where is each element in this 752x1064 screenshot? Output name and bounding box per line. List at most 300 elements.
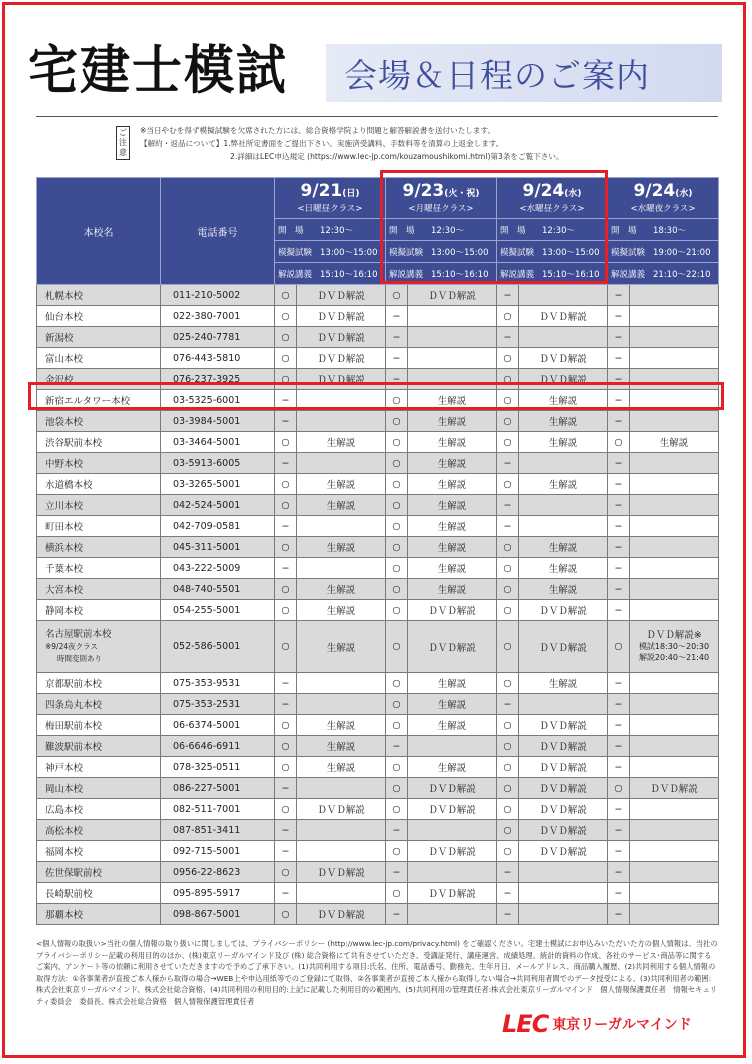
availability-mark: −: [497, 285, 519, 306]
school-name: 新宿エルタワー本校: [45, 396, 131, 407]
phone-cell: 03-3984-5001: [161, 411, 275, 432]
phone-cell: 011-210-5002: [161, 285, 275, 306]
availability-mark: −: [386, 820, 408, 841]
school-cell: [37, 327, 161, 348]
availability-mark: ○: [275, 495, 297, 516]
phone-cell: 092-715-5001: [161, 841, 275, 862]
phone-cell: 086-227-5001: [161, 778, 275, 799]
session-dow: (水): [564, 188, 582, 199]
table-row: [37, 411, 719, 432]
table-row: [37, 453, 719, 474]
availability-mark: −: [608, 579, 630, 600]
availability-mark: ○: [275, 904, 297, 925]
time-value: 13:00〜15:00: [431, 247, 489, 258]
phone-cell: 095-895-5917: [161, 883, 275, 904]
lecture-type: ＤＶＤ解説: [519, 306, 608, 327]
school-cell: [37, 673, 161, 694]
availability-mark: −: [608, 841, 630, 862]
lecture-type: [630, 904, 719, 925]
table-row: [37, 799, 719, 820]
school-name: 難波駅前本校: [45, 742, 103, 753]
availability-mark: ○: [386, 579, 408, 600]
lecture-type: [297, 453, 386, 474]
lecture-type: ＤＶＤ解説: [408, 621, 497, 673]
school-cell: [37, 558, 161, 579]
lecture-type: [519, 904, 608, 925]
time-label: 模擬試験: [278, 247, 313, 258]
availability-mark: −: [386, 348, 408, 369]
school-cell: [37, 285, 161, 306]
table-row: [37, 736, 719, 757]
lecture-type: 生解説: [297, 757, 386, 778]
school-cell: [37, 348, 161, 369]
school-name: 水道橋本校: [45, 480, 93, 491]
lecture-type: 生解説: [519, 390, 608, 411]
table-row: [37, 285, 719, 306]
phone-cell: 078-325-0511: [161, 757, 275, 778]
privacy-notice: <個人情報の取扱い>当社の個人情報の取り扱いに関しましては、プライバシーポリシー (http://www.lec-jp.com/privacy.html) をご確認ください。宅建士模試にお申込みいただいた方の個人情報は、当社のプライバシーポリシー記載の利用目的のほか、(株)東京リーガルマインド及び (株) 総合資格にて共有させていただき、受講証発行、講座運営、成績処理、統計的資料の作成、各社のサービス･商品等に関するご案内、アンケート等の依頼に利用させていただきますので予めご了承下さい。(1)共同利用する項目:氏名、住所、電話番号、勤務先、生年月日、メールアドレス、商品購入履歴、(2)共同利用する個人情報の取得方法：①各事業者が直接ご本人様から取得の場合→WEB上や申込用紙等でのご登録にて取得、②各事業者が直接ご本人様から取得しない場合→共同利用者間でのデータ授受による、(3)共同利用者の範囲:株式会社東京リーガルマインド、株式会社総合資格、(4)共同利用の利用目的:上記に記載した利用目的の範囲内、(5)共同利用の管理責任者:株式会社東京リーガルマインド 個人情報保護責任者 情報セキュリティ委員会 委員長、株式会社総合資格 個人情報保護管理責任者: [36, 939, 718, 1006]
lecture-type: [630, 285, 719, 306]
availability-mark: ○: [275, 285, 297, 306]
time-value: 12:30〜: [542, 225, 575, 236]
phone-cell: 03-5325-6001: [161, 390, 275, 411]
lecture-type: ＤＶＤ解説: [297, 862, 386, 883]
availability-mark: ○: [608, 778, 630, 799]
availability-mark: −: [608, 799, 630, 820]
availability-mark: ○: [386, 757, 408, 778]
school-name: 梅田駅前本校: [45, 721, 103, 732]
session-open-time: [275, 219, 386, 241]
school-name: 池袋本校: [45, 417, 84, 428]
lecture-type: 生解説: [519, 432, 608, 453]
school-name: 町田本校: [45, 522, 84, 533]
lecture-type: [408, 736, 497, 757]
lecture-type: 生解説: [519, 474, 608, 495]
time-label: 解説講義: [611, 269, 646, 280]
time-label: 解説講義: [278, 269, 313, 280]
lec-company-name: 東京リーガルマインド: [552, 1017, 692, 1033]
lecture-type: 生解説: [408, 694, 497, 715]
lecture-type: ＤＶＤ解説: [519, 621, 608, 673]
school-name: 立川本校: [45, 501, 84, 512]
lecture-type: [630, 537, 719, 558]
lecture-type: [630, 453, 719, 474]
lecture-type: [630, 474, 719, 495]
schedule-table: [36, 177, 719, 925]
school-name: 神戸本校: [45, 763, 84, 774]
school-name: 京都駅前本校: [45, 679, 103, 690]
table-row: [37, 715, 719, 736]
availability-mark: ○: [497, 474, 519, 495]
lecture-type: [297, 841, 386, 862]
availability-mark: ○: [386, 453, 408, 474]
school-name: 福岡本校: [45, 847, 84, 858]
availability-mark: −: [608, 673, 630, 694]
school-note: 時間変則あり: [57, 653, 102, 663]
availability-mark: −: [608, 327, 630, 348]
lecture-type: ＤＶＤ解説: [297, 348, 386, 369]
availability-mark: −: [386, 306, 408, 327]
table-row: [37, 432, 719, 453]
phone-cell: 075-353-2531: [161, 694, 275, 715]
table-row: [37, 474, 719, 495]
lecture-type: ＤＶＤ解説: [519, 820, 608, 841]
availability-mark: −: [275, 516, 297, 537]
session-open-time: [608, 219, 719, 241]
availability-mark: ○: [275, 369, 297, 390]
lecture-type: ＤＶＤ解説: [408, 799, 497, 820]
lecture-type: ＤＶＤ解説: [519, 799, 608, 820]
session-date: 9/24: [522, 180, 565, 201]
availability-mark: −: [608, 820, 630, 841]
school-cell: [37, 904, 161, 925]
lecture-type: [519, 516, 608, 537]
lecture-type: [630, 673, 719, 694]
lecture-type: [408, 862, 497, 883]
lecture-type: [297, 516, 386, 537]
lecture-type: ＤＶＤ解説: [519, 736, 608, 757]
table-row: [37, 579, 719, 600]
phone-cell: 042-709-0581: [161, 516, 275, 537]
lecture-type: 生解説: [408, 516, 497, 537]
lecture-type: 生解説: [297, 736, 386, 757]
phone-cell: 087-851-3411: [161, 820, 275, 841]
phone-cell: 0956-22-8623: [161, 862, 275, 883]
school-cell: [37, 841, 161, 862]
availability-mark: ○: [497, 390, 519, 411]
lecture-type: [519, 883, 608, 904]
notice-text: [140, 124, 564, 163]
divider: [36, 116, 718, 117]
time-label: 解説講義: [500, 269, 535, 280]
school-cell: [37, 306, 161, 327]
lecture-type: 生解説: [297, 474, 386, 495]
lec-mark: LEC: [502, 1010, 549, 1038]
school-cell: [37, 621, 161, 673]
availability-mark: −: [497, 883, 519, 904]
availability-mark: ○: [497, 432, 519, 453]
lecture-type: [630, 715, 719, 736]
lecture-type: [519, 495, 608, 516]
availability-mark: −: [497, 904, 519, 925]
lecture-type: [519, 862, 608, 883]
availability-mark: −: [608, 694, 630, 715]
availability-mark: ○: [497, 799, 519, 820]
school-cell: [37, 495, 161, 516]
time-note: 模試18:30〜20:30: [638, 642, 710, 651]
session-exam-time: [608, 241, 719, 263]
lecture-type: [630, 736, 719, 757]
availability-mark: −: [386, 327, 408, 348]
phone-cell: 03-3464-5001: [161, 432, 275, 453]
lecture-type: ＤＶＤ解説: [297, 369, 386, 390]
lecture-type: [519, 285, 608, 306]
availability-mark: −: [608, 411, 630, 432]
availability-mark: ○: [275, 474, 297, 495]
session-dow: (日): [342, 188, 360, 199]
availability-mark: ○: [497, 673, 519, 694]
lecture-type-label: ＤＶＤ解説※: [646, 630, 702, 641]
lecture-type: [630, 841, 719, 862]
table-row: [37, 904, 719, 925]
lecture-type: [297, 673, 386, 694]
table-row: [37, 306, 719, 327]
availability-mark: ○: [608, 432, 630, 453]
table-row: [37, 348, 719, 369]
page-title: 宅建士模試: [28, 38, 288, 101]
lecture-type: ＤＶＤ解説: [408, 841, 497, 862]
availability-mark: −: [275, 883, 297, 904]
lecture-type: 生解説: [630, 432, 719, 453]
lecture-type: 生解説: [297, 579, 386, 600]
lecture-type: ＤＶＤ解説: [408, 883, 497, 904]
time-label: 開 場: [389, 225, 415, 236]
lecture-type: ＤＶＤ解説: [297, 306, 386, 327]
school-cell: [37, 715, 161, 736]
lecture-type: ＤＶＤ解説: [519, 369, 608, 390]
school-name: 金沢校: [45, 375, 74, 386]
availability-mark: −: [608, 285, 630, 306]
availability-mark: ○: [386, 558, 408, 579]
availability-mark: ○: [275, 537, 297, 558]
availability-mark: −: [275, 694, 297, 715]
school-name: 千葉本校: [45, 564, 84, 575]
school-cell: [37, 778, 161, 799]
lecture-type: 生解説: [297, 432, 386, 453]
availability-mark: ○: [386, 778, 408, 799]
lecture-type: 生解説: [408, 537, 497, 558]
lecture-type: [630, 348, 719, 369]
lecture-type: [519, 453, 608, 474]
school-cell: [37, 474, 161, 495]
availability-mark: ○: [386, 285, 408, 306]
school-cell: [37, 516, 161, 537]
time-label: 開 場: [278, 225, 304, 236]
availability-mark: −: [386, 904, 408, 925]
session-class: <月曜昼クラス>: [408, 203, 474, 214]
phone-cell: 025-240-7781: [161, 327, 275, 348]
session-lecture-time: [608, 263, 719, 285]
availability-mark: −: [275, 820, 297, 841]
session-exam-time: [275, 241, 386, 263]
availability-mark: ○: [386, 516, 408, 537]
availability-mark: ○: [275, 799, 297, 820]
availability-mark: ○: [497, 411, 519, 432]
lecture-type: [630, 495, 719, 516]
availability-mark: −: [386, 862, 408, 883]
school-cell: [37, 862, 161, 883]
lecture-type: ＤＶＤ解説: [519, 841, 608, 862]
lecture-type: 生解説: [408, 390, 497, 411]
availability-mark: ○: [497, 736, 519, 757]
availability-mark: −: [608, 757, 630, 778]
lecture-type: 生解説: [297, 621, 386, 673]
col-header-phone: 電話番号: [161, 178, 275, 285]
availability-mark: ○: [497, 621, 519, 673]
availability-mark: ○: [497, 579, 519, 600]
availability-mark: ○: [386, 621, 408, 673]
availability-mark: −: [608, 453, 630, 474]
lecture-type: [408, 327, 497, 348]
time-value: 12:30〜: [320, 225, 353, 236]
lecture-type: [297, 558, 386, 579]
lecture-type: [630, 820, 719, 841]
time-label: 模擬試験: [611, 247, 646, 258]
time-value: 18:30〜: [653, 225, 686, 236]
lecture-type: [408, 820, 497, 841]
availability-mark: ○: [386, 432, 408, 453]
lecture-type: ＤＶＤ解説: [519, 348, 608, 369]
lecture-type: 生解説: [297, 600, 386, 621]
availability-mark: −: [608, 904, 630, 925]
phone-cell: 098-867-5001: [161, 904, 275, 925]
time-label: 開 場: [500, 225, 526, 236]
time-value: 15:10〜16:10: [542, 269, 600, 280]
lecture-type: 生解説: [519, 579, 608, 600]
lecture-type: 生解説: [519, 558, 608, 579]
availability-mark: ○: [275, 862, 297, 883]
school-cell: [37, 453, 161, 474]
phone-cell: 076-237-3925: [161, 369, 275, 390]
availability-mark: −: [275, 390, 297, 411]
lecture-type: 生解説: [408, 673, 497, 694]
availability-mark: ○: [497, 537, 519, 558]
availability-mark: ○: [275, 736, 297, 757]
table-row: [37, 694, 719, 715]
school-name: 長崎駅前校: [45, 889, 93, 900]
lecture-type: ＤＶＤ解説: [519, 600, 608, 621]
session-class: <日曜昼クラス>: [297, 203, 363, 214]
time-value: 13:00〜15:00: [542, 247, 600, 258]
availability-mark: ○: [386, 841, 408, 862]
table-row: [37, 537, 719, 558]
availability-mark: −: [275, 411, 297, 432]
phone-cell: 082-511-7001: [161, 799, 275, 820]
lecture-type: [630, 757, 719, 778]
availability-mark: ○: [275, 348, 297, 369]
availability-mark: −: [608, 558, 630, 579]
time-note: 解説20:40〜21:40: [638, 653, 710, 662]
lecture-type: 生解説: [408, 715, 497, 736]
time-value: 13:00〜15:00: [320, 247, 378, 258]
lecture-type: [630, 621, 719, 673]
lecture-type: ＤＶＤ解説: [630, 778, 719, 799]
lecture-type: [630, 327, 719, 348]
session-class: <水曜昼クラス>: [519, 203, 585, 214]
school-cell: [37, 432, 161, 453]
time-value: 21:10〜22:10: [653, 269, 711, 280]
availability-mark: −: [608, 390, 630, 411]
availability-mark: −: [275, 778, 297, 799]
lecture-type: 生解説: [408, 453, 497, 474]
availability-mark: −: [386, 369, 408, 390]
school-cell: [37, 736, 161, 757]
lecture-type: 生解説: [408, 411, 497, 432]
session-header: [608, 178, 719, 219]
lecture-type: [408, 348, 497, 369]
lecture-type: [297, 694, 386, 715]
availability-mark: −: [608, 736, 630, 757]
table-row: [37, 558, 719, 579]
lecture-type: ＤＶＤ解説: [297, 904, 386, 925]
highlight-box-sessions: [380, 170, 608, 284]
session-header: [275, 178, 386, 219]
availability-mark: ○: [386, 411, 408, 432]
session-date: 9/23: [402, 180, 445, 201]
availability-mark: −: [497, 862, 519, 883]
school-name: 岡山本校: [45, 784, 84, 795]
session-dow: (水): [675, 188, 693, 199]
school-name: 高松本校: [45, 826, 84, 837]
notice-line: ※当日やむを得ず模擬試験を欠席された方には、総合資格学院より問題と解答解説書を送付いたします。: [140, 126, 496, 135]
lecture-type: 生解説: [408, 579, 497, 600]
school-cell: [37, 537, 161, 558]
availability-mark: −: [608, 369, 630, 390]
availability-mark: ○: [497, 306, 519, 327]
lecture-type: 生解説: [408, 432, 497, 453]
phone-cell: 045-311-5001: [161, 537, 275, 558]
availability-mark: ○: [497, 715, 519, 736]
lecture-type: [630, 579, 719, 600]
lecture-type: [297, 820, 386, 841]
lecture-type: 生解説: [297, 495, 386, 516]
availability-mark: −: [608, 516, 630, 537]
availability-mark: ○: [275, 432, 297, 453]
time-value: 15:10〜16:10: [431, 269, 489, 280]
availability-mark: −: [608, 715, 630, 736]
lecture-type: [630, 516, 719, 537]
lecture-type: [297, 411, 386, 432]
lecture-type: ＤＶＤ解説: [297, 799, 386, 820]
availability-mark: ○: [386, 799, 408, 820]
lecture-type: ＤＶＤ解説: [519, 757, 608, 778]
availability-mark: ○: [386, 883, 408, 904]
school-name: 静岡本校: [45, 606, 84, 617]
availability-mark: −: [497, 495, 519, 516]
session-class: <水曜夜クラス>: [630, 203, 696, 214]
time-value: 15:10〜16:10: [320, 269, 378, 280]
school-cell: [37, 600, 161, 621]
notice-line: 【解約・返品について】1.弊社所定書面をご提出下さい。実施済受講料、手数料等を清算の上返金します。: [140, 139, 504, 148]
availability-mark: ○: [497, 841, 519, 862]
availability-mark: ○: [386, 673, 408, 694]
lecture-type: 生解説: [408, 474, 497, 495]
lecture-type: ＤＶＤ解説: [408, 778, 497, 799]
school-name: 富山本校: [45, 354, 84, 365]
availability-mark: ○: [386, 715, 408, 736]
lecture-type: [297, 778, 386, 799]
availability-mark: ○: [497, 600, 519, 621]
school-cell: [37, 757, 161, 778]
availability-mark: ○: [497, 757, 519, 778]
table-row: [37, 778, 719, 799]
notice-line: 2.詳細はLEC申込規定 (https://www.lec-jp.com/kouzamoushikomi.html)第3条をご覧下さい。: [230, 152, 564, 161]
lecture-type: [630, 694, 719, 715]
lecture-type: ＤＶＤ解説: [297, 285, 386, 306]
availability-mark: ○: [386, 600, 408, 621]
phone-cell: 06-6646-6911: [161, 736, 275, 757]
school-cell: [37, 694, 161, 715]
availability-mark: −: [608, 862, 630, 883]
availability-mark: ○: [386, 495, 408, 516]
lecture-type: [630, 306, 719, 327]
table-row: [37, 600, 719, 621]
school-cell: [37, 883, 161, 904]
school-cell: [37, 820, 161, 841]
availability-mark: ○: [275, 621, 297, 673]
availability-mark: ○: [275, 757, 297, 778]
school-name: 佐世保駅前校: [45, 868, 103, 879]
